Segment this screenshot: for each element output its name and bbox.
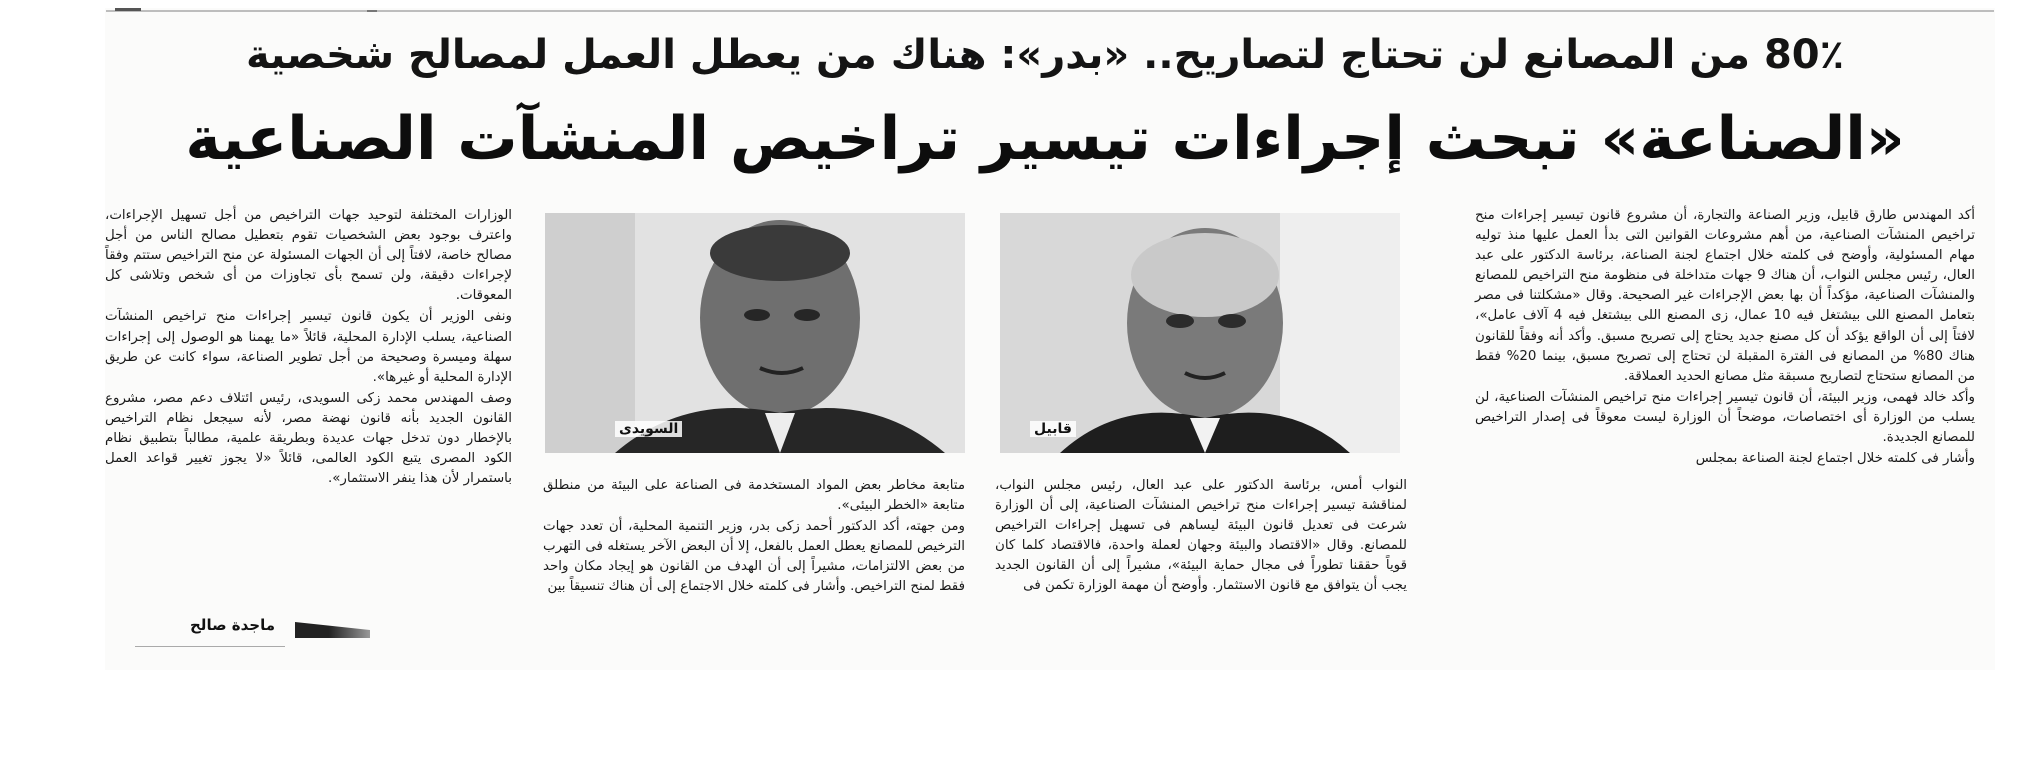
top-mark <box>115 8 141 11</box>
paragraph: متابعة مخاطر بعض المواد المستخدمة فى الصناعة على البيئة من منطلق متابعة «الخطر البيئى». <box>543 478 965 514</box>
paragraph: أكد المهندس طارق قابيل، وزير الصناعة والتجارة، أن مشروع قانون تيسير إجراءات منح تراخيص المنشآت الصناعية، من أهم مشروعات القوانين التى بدأ العمل عليها منذ توليه مهام المسئولية، وأوضح فى كلمته خلال اجتماع لجنة الصناعة، برئاسة الدكتور على عبد العال، رئيس مجلس النواب، أن هناك 9 جهات متداخلة فى منظومة منح التراخيص للمصانع والمنشآت الصناعية، مؤكداً أن بها بعض الإجراءات غير الصحيحة. وقال «مشكلتنا فى مصر بتعامل المصنع اللى بيشتغل فيه 10 عمال، زى المصنع اللى بيشتغل فيه 4 آلاف عامل»، لافتاً إلى أن الواقع يؤكد أن كل مصنع جديد يحتاج إلى تصريح مسبق. وأكد أنه وفقاً للقانون هناك 80% من المصانع فى الفترة المقبلة لن تحتاج إلى تصريح مسبق، بينما 20% فقط من المصانع ستحتاج لتصاريح مسبقة مثل مصانع الحديد العملاقة. <box>1475 208 1975 384</box>
kicker-headline: 80٪ من المصانع لن تحتاج لتصاريح.. «بدر»: هناك من يعطل العمل لمصالح شخصية <box>245 32 1845 78</box>
article-column-4 <box>105 206 512 490</box>
paragraph: وأشار فى كلمته خلال اجتماع لجنة الصناعة بمجلس <box>1695 451 1975 467</box>
article-column-1 <box>1475 206 1975 470</box>
photo-sewedy <box>545 213 965 453</box>
byline-mark <box>295 622 370 638</box>
newspaper-clipping <box>105 8 1995 670</box>
paragraph: ومن جهته، أكد الدكتور أحمد زكى بدر، وزير التنمية المحلية، أن تعدد جهات الترخيص للمصانع يعطل العمل بالفعل، إلا أن البعض الآخر يستغله فى التهرب من بعض الالتزامات، مشيراً إلى أن الهدف من القانون هو إيجاد مكان واحد فقط لمنح التراخيص. وأشار فى كلمته خلال الاجتماع إلى أن هناك تنسيقاً بين <box>543 519 965 595</box>
paragraph: وأكد خالد فهمى، وزير البيئة، أن قانون تيسير إجراءات منح تراخيص المنشآت الصناعية، لن يسلب من الوزارة أى اختصاصات، موضحاً أن الوزارة ليست معوقاً فى إصدار التراخيص للمصانع الجديدة. <box>1475 389 1975 446</box>
top-mark-2 <box>367 10 377 12</box>
photo-caption-qabil: قابيل <box>1030 421 1076 437</box>
photo-caption-sewedy: السويدى <box>615 421 682 437</box>
paragraph: الوزارات المختلفة لتوحيد جهات التراخيص من أجل تسهيل الإجراءات، واعترف بوجود بعض الشخصيات تقوم بتعطيل مصالح الناس من أجل مصالح خاصة، لافتاً إلى أن الجهات المسئولة عن منح التراخيص ستتم وفقاً لإجراءات دقيقة، ولن تسمح بأى تجاوزات من أى شخص وتلاشى كل المعوقات. <box>105 208 512 304</box>
article-column-3 <box>543 476 965 599</box>
paragraph: النواب أمس، برئاسة الدكتور على عبد العال، رئيس مجلس النواب، لمناقشة تيسير إجراءات منح تراخيص المنشآت الصناعية، إلى أن الوزارة شرعت فى تعديل قانون البيئة ليساهم فى تسهيل إجراءات التراخيص للمصانع. وقال «الاقتصاد والبيئة وجهان لعملة واحدة، فالاقتصاد كلما كان قوياً حققنا تطوراً فى مجال حماية البيئة»، مشيراً إلى أن القانون الجديد يجب أن يتوافق مع قانون الاستثمار. وأوضح أن مهمة الوزارة تكمن فى <box>995 478 1407 594</box>
paragraph: ونفى الوزير أن يكون قانون تيسير إجراءات منح تراخيص المنشآت الصناعية، يسلب الإدارة المحلية، قائلاً «ما يهمنا هو الوصول إلى إجراءات سهلة وميسرة وصحيحة من أجل تطوير الصناعة، سواء كانت عن طريق الإدارة المحلية أو غيرها». <box>105 309 512 385</box>
byline-rule <box>135 646 285 647</box>
article-column-2 <box>995 476 1407 598</box>
paragraph: وصف المهندس محمد زكى السويدى، رئيس ائتلاف دعم مصر، مشروع القانون الجديد بأنه قانون نهضة مصر، لأنه سيجعل نظام التراخيص بالإخطار دون تدخل جهات عديدة وبطريقة علمية، مطالباً بتطبيق نظام الكود المصرى يتبع الكود العالمى، قائلاً «لا يجوز تغيير قواعد العمل باستمرار لأن هذا ينفر الاستثمار». <box>105 390 512 487</box>
byline <box>135 616 395 642</box>
main-headline: «الصناعة» تبحث إجراءات تيسير تراخيص المنشآت الصناعية <box>185 104 1905 174</box>
photo-qabil <box>1000 213 1400 453</box>
top-rule <box>106 10 1994 12</box>
byline-name: ماجدة صالح <box>190 616 276 634</box>
